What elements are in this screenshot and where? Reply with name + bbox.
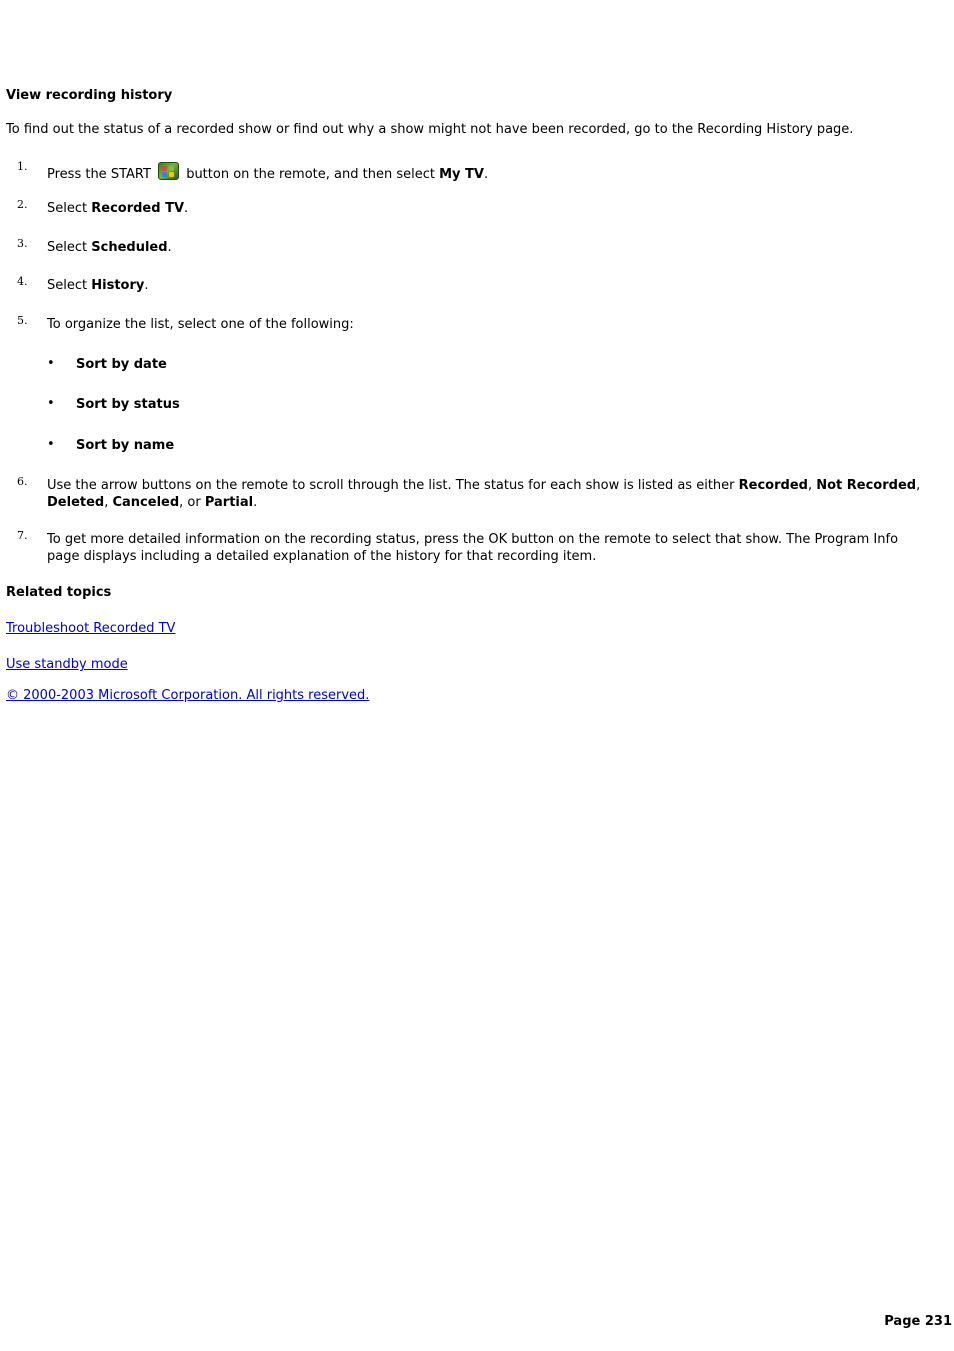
page-title: View recording history <box>6 88 173 103</box>
page-number: Page 231 <box>884 1314 952 1329</box>
step-number: 2. <box>17 198 28 211</box>
step-number: 6. <box>17 475 28 488</box>
bullet-icon: • <box>47 356 55 371</box>
step-number: 5. <box>17 314 28 327</box>
step-number: 4. <box>17 275 28 288</box>
step-number: 7. <box>17 529 28 542</box>
link-troubleshoot-recorded-tv[interactable]: Troubleshoot Recorded TV <box>6 621 176 636</box>
link-copyright[interactable]: © 2000-2003 Microsoft Corporation. All rights reserved. <box>6 688 370 703</box>
bullet-icon: • <box>47 437 55 452</box>
intro-paragraph: To find out the status of a recorded show or find out why a show might not have been recorded, go to the Recording History page. <box>6 122 854 137</box>
step-number: 1. <box>17 160 28 173</box>
link-use-standby-mode[interactable]: Use standby mode <box>6 657 128 672</box>
windows-start-icon <box>158 162 179 180</box>
bullet-icon: • <box>47 396 55 411</box>
step-number: 3. <box>17 237 28 250</box>
related-topics-heading: Related topics <box>6 585 112 600</box>
